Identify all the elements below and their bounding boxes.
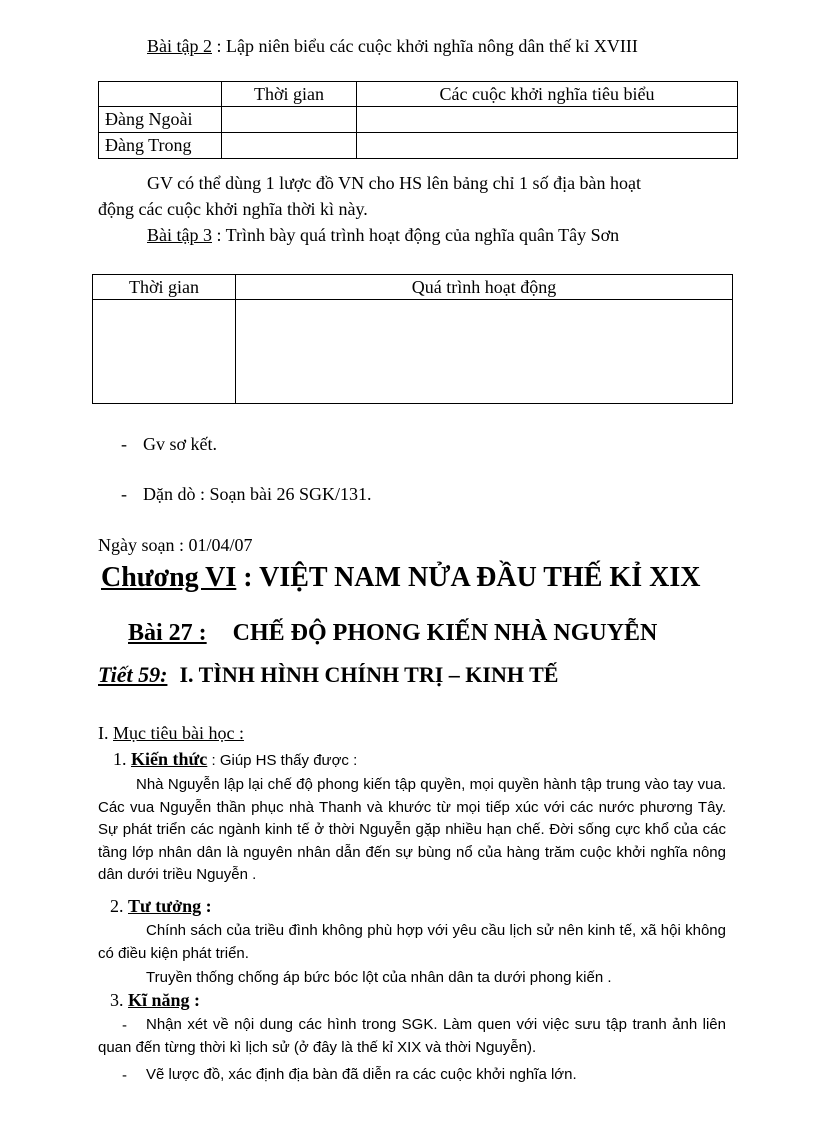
knowledge-label: Kiến thức <box>131 749 208 769</box>
exercise-2-text: : Lập niên biểu các cuộc khởi nghĩa nông dân thế kỉ XVIII <box>212 36 638 56</box>
chapter-title: : VIỆT NAM NỬA ĐẦU THẾ KỈ XIX <box>236 562 701 593</box>
exercise-3-label: Bài tập 3 <box>147 225 212 245</box>
table3-header-time: Thời gian <box>93 275 236 300</box>
table2-row-dang-trong: Đàng Trong <box>99 133 222 159</box>
knowledge-intro: : Giúp HS thấy được : <box>207 752 358 769</box>
exercise-2-heading <box>147 36 638 57</box>
thought-label: Tư tưởng <box>128 896 202 916</box>
table2-header-uprisings: Các cuộc khởi nghĩa tiêu biểu <box>357 82 738 107</box>
table2-row-dang-ngoai: Đàng Ngoài <box>99 107 222 133</box>
bullet-item: - Gv sơ kết. <box>121 434 218 454</box>
gv-note-line2: động các cuộc khởi nghĩa thời kì này. <box>98 199 368 219</box>
knowledge-body: Nhà Nguyễn lập lại chế độ phong kiến tập quyền, mọi quyền hành tập trung vào tay vua. Các vua Nguyễn thần phục nhà Thanh và khước từ mọi tiếp xúc với các nước phương Tây. Sự phát triển các ngành kinh tế ở thời Nguyễn gặp nhiều hạn chế. Đời sống cực khổ của các tầng lớp nhân dân là nguyên nhân dẫn đến sự bùng nổ của hàng trăm cuộc khởi nghĩa nông dân dưới triều Nguyễn . <box>98 776 726 883</box>
table2-cell[interactable] <box>357 133 738 159</box>
table2-header-time: Thời gian <box>222 82 357 107</box>
bullet-item: - Dặn dò : Soạn bài 26 SGK/131. <box>121 484 372 504</box>
skills-dash: - <box>122 1067 127 1084</box>
lesson-label: Bài 27 : <box>128 620 207 646</box>
table2-cell[interactable] <box>357 107 738 133</box>
skills-label: Kĩ năng <box>128 990 190 1010</box>
objectives-heading: I. Mục tiêu bài học : <box>98 723 244 743</box>
table2-cell[interactable] <box>222 107 357 133</box>
table2-cell[interactable] <box>222 133 357 159</box>
period-heading <box>98 662 558 688</box>
chapter-heading <box>101 562 700 594</box>
skills-heading: 3. Kĩ năng : <box>110 990 201 1010</box>
period-title: I. TÌNH HÌNH CHÍNH TRỊ – KINH TẾ <box>179 662 559 687</box>
exercise-2-table <box>98 81 738 159</box>
knowledge-heading: 1. Kiến thức : Giúp HS thấy được : <box>113 749 358 769</box>
table3-cell[interactable] <box>236 300 733 404</box>
table3-header-activity: Quá trình hoạt động <box>236 275 733 300</box>
thought-body-1: Chính sách của triều đình không phù hợp với yêu cầu lịch sử nên kinh tế, xã hội không có điều kiện phát triển. <box>98 922 726 962</box>
preparation-date: Ngày soạn : 01/04/07 <box>98 535 253 555</box>
exercise-3-text: : Trình bày quá trình hoạt động của nghĩa quân Tây Sơn <box>212 225 620 245</box>
skills-dash: - <box>122 1017 127 1034</box>
thought-heading: 2. Tư tưởng : <box>110 896 212 916</box>
objectives-label: Mục tiêu bài học : <box>113 723 244 743</box>
lesson-title: CHẾ ĐỘ PHONG KIẾN NHÀ NGUYỄN <box>232 620 658 646</box>
period-label: Tiết 59: <box>98 662 168 687</box>
chapter-label: Chương VI <box>101 562 237 593</box>
exercise-3-heading <box>147 225 619 246</box>
exercise-2-label: Bài tập 2 <box>147 36 212 56</box>
table2-header-empty <box>99 82 222 107</box>
exercise-3-table <box>92 274 733 404</box>
thought-body-2: Truyền thống chống áp bức bóc lột của nhân dân ta dưới phong kiến . <box>146 969 612 986</box>
gv-note-line1: GV có thể dùng 1 lược đồ VN cho HS lên bảng chỉ 1 số địa bàn hoạt <box>147 173 642 193</box>
table3-cell[interactable] <box>93 300 236 404</box>
skills-item-2: Vẽ lược đồ, xác định địa bàn đã diễn ra các cuộc khởi nghĩa lớn. <box>146 1066 577 1083</box>
lesson-heading <box>128 620 657 647</box>
skills-item-1: Nhận xét về nội dung các hình trong SGK. Làm quen với việc sưu tập tranh ảnh liên quan đến từng thời kì lịch sử (ở đây là thế kỉ XIX và thời Nguyễn). <box>98 1016 726 1056</box>
